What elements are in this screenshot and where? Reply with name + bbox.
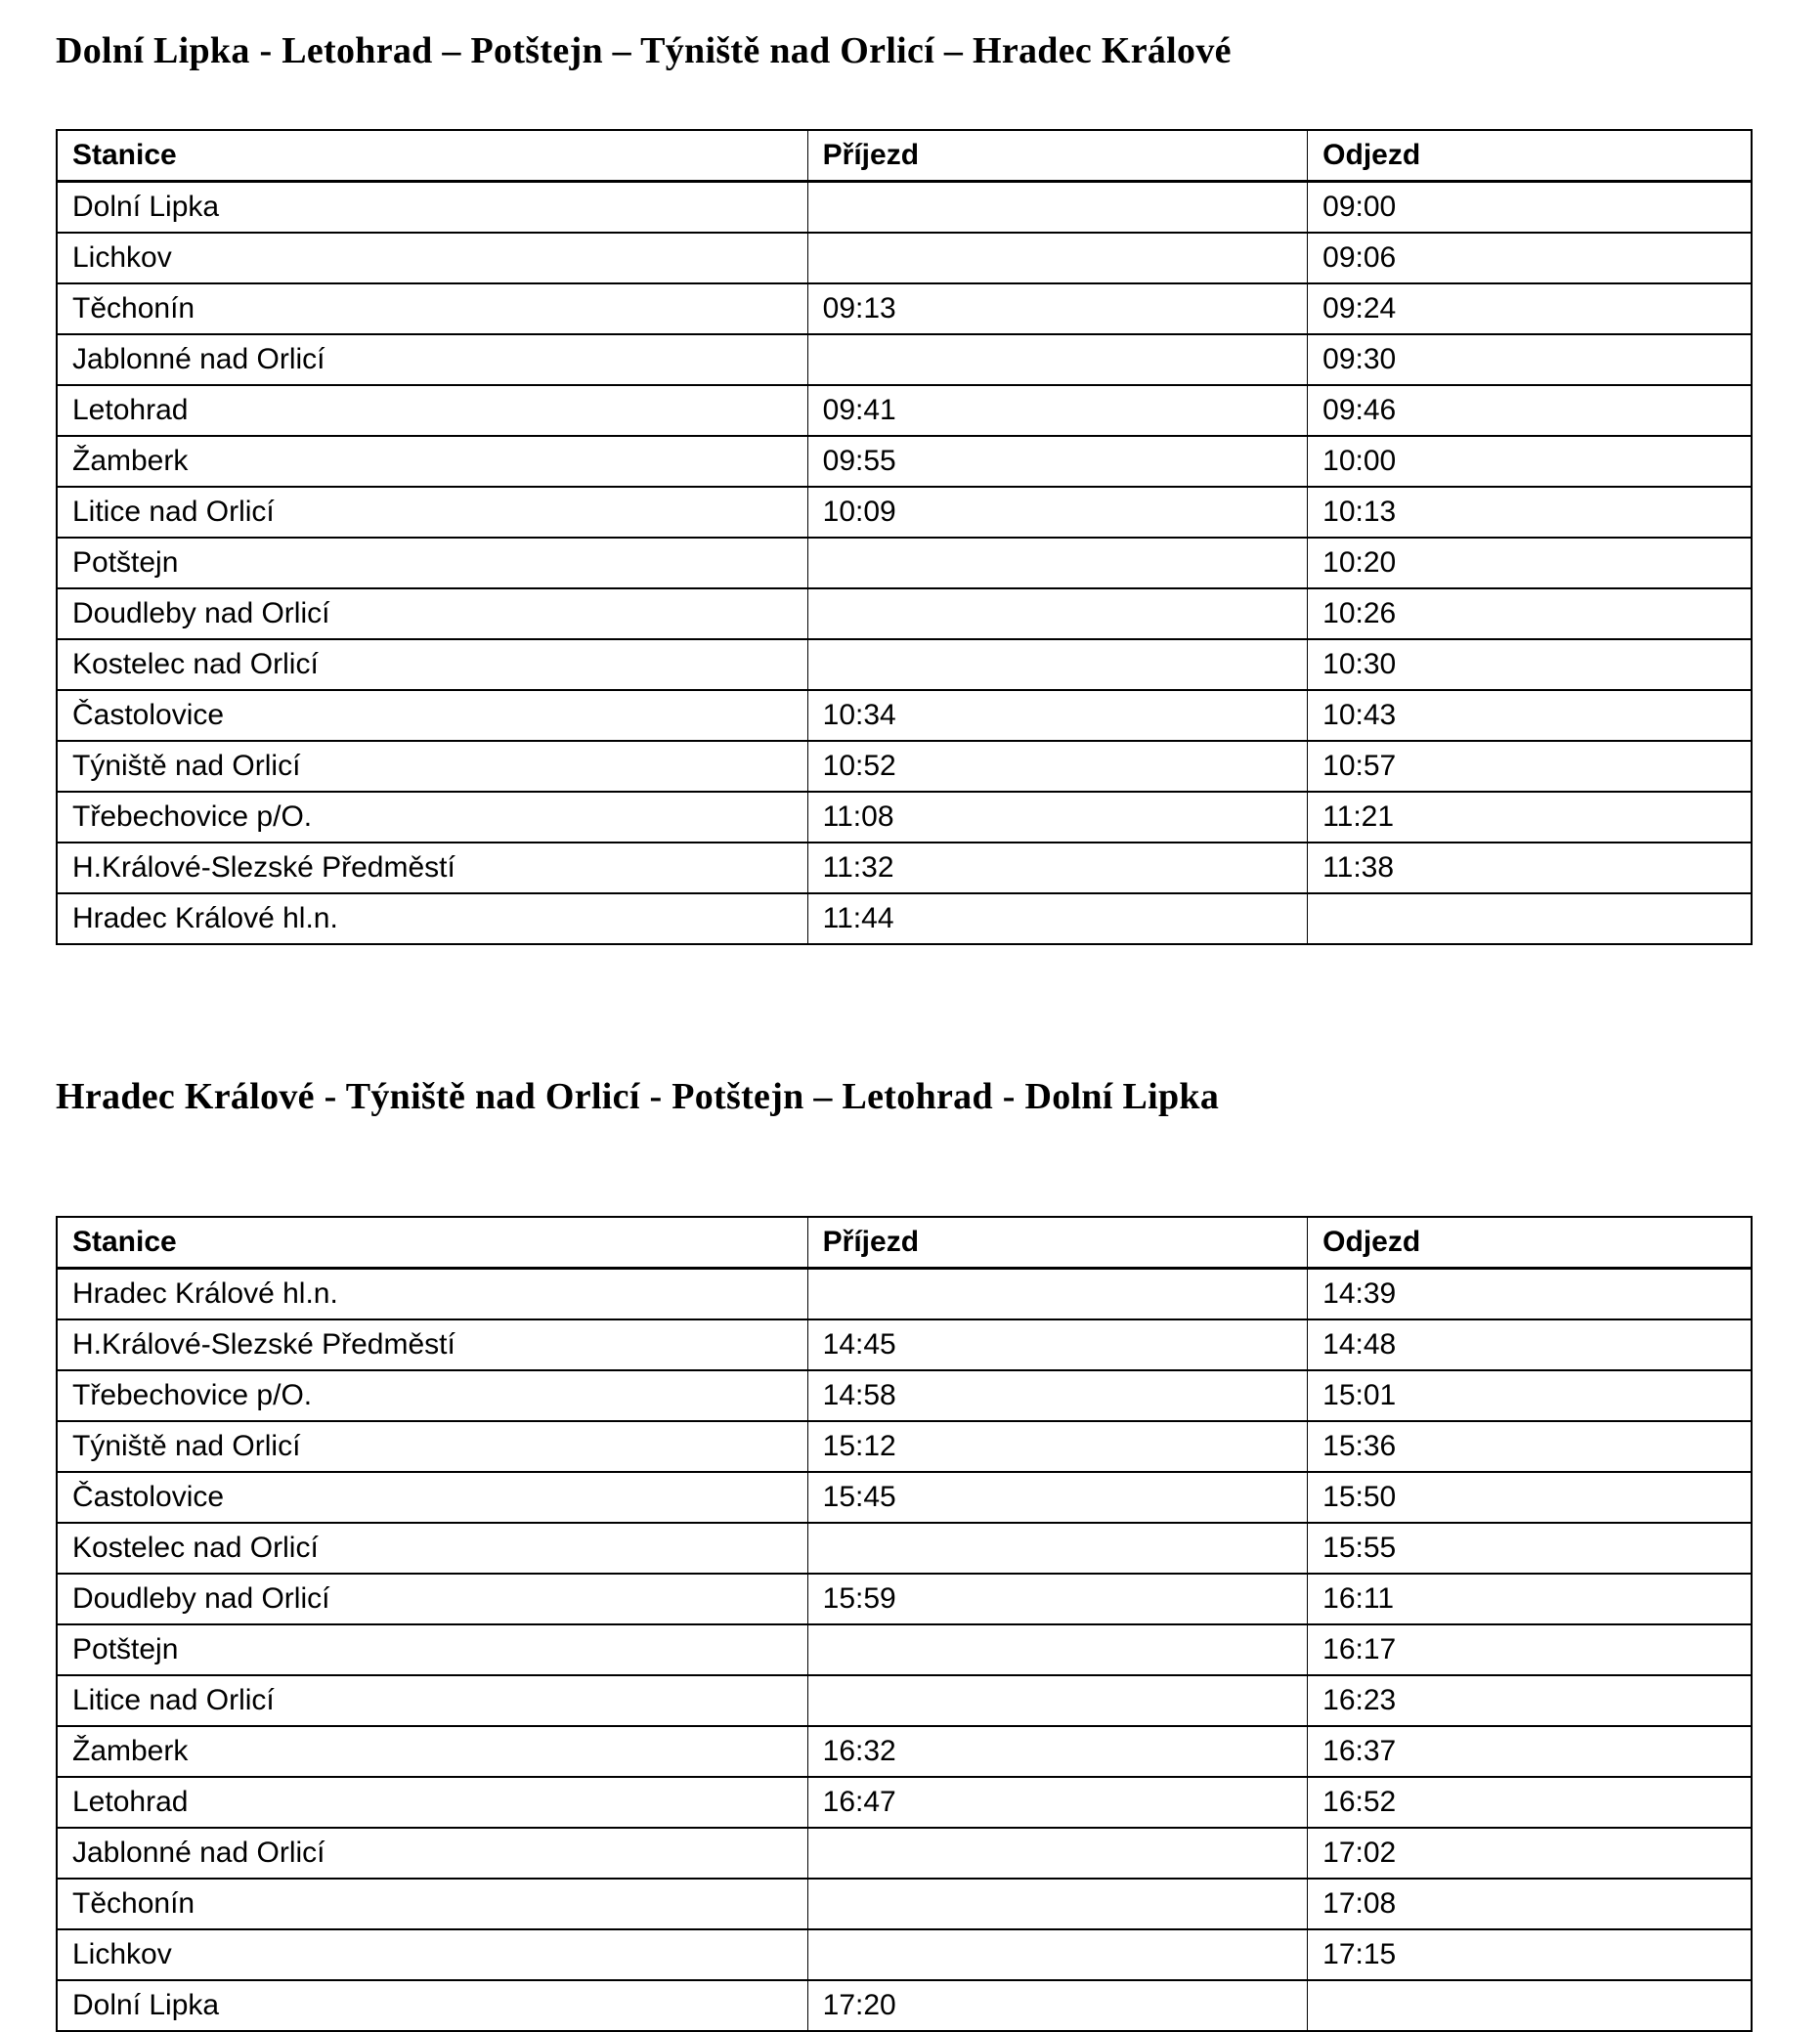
departure-cell: 09:46 [1308, 385, 1752, 436]
route-title-outbound: Dolní Lipka - Letohrad – Potštejn – Týniště nad Orlicí – Hradec Králové [56, 30, 1232, 71]
departure-cell: 15:36 [1308, 1421, 1752, 1472]
station-cell: Jablonné nad Orlicí [57, 334, 807, 385]
arrival-cell: 14:45 [807, 1319, 1308, 1370]
arrival-cell: 11:32 [807, 843, 1308, 893]
departure-cell: 16:23 [1308, 1675, 1752, 1726]
table-row [57, 1319, 1752, 1370]
station-cell: Žamberk [57, 1726, 807, 1777]
station-cell: Litice nad Orlicí [57, 487, 807, 538]
arrival-cell: 16:32 [807, 1726, 1308, 1777]
column-header-stanice: Stanice [57, 1217, 807, 1269]
table-row [57, 1828, 1752, 1879]
route-title-return: Hradec Králové - Týniště nad Orlicí - Potštejn – Letohrad - Dolní Lipka [56, 1076, 1220, 1117]
table-row [57, 538, 1752, 588]
departure-cell [1308, 893, 1752, 944]
departure-cell: 10:57 [1308, 741, 1752, 792]
table-row [57, 1777, 1752, 1828]
table-row [57, 588, 1752, 639]
arrival-cell: 09:41 [807, 385, 1308, 436]
station-cell: Hradec Králové hl.n. [57, 893, 807, 944]
table-row [57, 792, 1752, 843]
departure-cell: 16:17 [1308, 1624, 1752, 1675]
arrival-cell [807, 588, 1308, 639]
departure-cell: 16:37 [1308, 1726, 1752, 1777]
departure-cell: 15:50 [1308, 1472, 1752, 1523]
arrival-cell [807, 1269, 1308, 1320]
departure-cell: 09:06 [1308, 233, 1752, 283]
arrival-cell: 15:12 [807, 1421, 1308, 1472]
arrival-cell: 17:20 [807, 1980, 1308, 2031]
arrival-cell [807, 1624, 1308, 1675]
timetable-table-return [56, 1216, 1753, 2032]
timetable-body [57, 1269, 1752, 2032]
departure-cell: 09:00 [1308, 182, 1752, 234]
station-cell: Dolní Lipka [57, 1980, 807, 2031]
arrival-cell [807, 182, 1308, 234]
arrival-cell: 11:08 [807, 792, 1308, 843]
table-row [57, 1370, 1752, 1421]
station-cell: Žamberk [57, 436, 807, 487]
timetable-section-outbound [56, 29, 1820, 945]
arrival-cell [807, 639, 1308, 690]
station-cell: Třebechovice p/O. [57, 792, 807, 843]
column-header-prijezd: Příjezd [807, 130, 1308, 182]
departure-cell: 10:26 [1308, 588, 1752, 639]
departure-cell: 11:38 [1308, 843, 1752, 893]
column-header-prijezd: Příjezd [807, 1217, 1308, 1269]
departure-cell: 10:13 [1308, 487, 1752, 538]
station-cell: Těchonín [57, 1879, 807, 1929]
table-row [57, 893, 1752, 944]
table-row [57, 385, 1752, 436]
table-row [57, 1726, 1752, 1777]
arrival-cell [807, 1879, 1308, 1929]
column-header-odjezd: Odjezd [1308, 1217, 1752, 1269]
station-cell: Potštejn [57, 1624, 807, 1675]
arrival-cell [807, 1929, 1308, 1980]
station-cell: Letohrad [57, 1777, 807, 1828]
station-cell: Těchonín [57, 283, 807, 334]
arrival-cell: 15:59 [807, 1574, 1308, 1624]
station-cell: Doudleby nad Orlicí [57, 1574, 807, 1624]
arrival-cell [807, 1675, 1308, 1726]
arrival-cell: 09:13 [807, 283, 1308, 334]
table-row [57, 436, 1752, 487]
arrival-cell [807, 1828, 1308, 1879]
station-cell: Týniště nad Orlicí [57, 741, 807, 792]
table-row [57, 1574, 1752, 1624]
table-row [57, 843, 1752, 893]
table-row [57, 1675, 1752, 1726]
station-cell: Častolovice [57, 1472, 807, 1523]
table-row [57, 334, 1752, 385]
timetable-body [57, 182, 1752, 945]
departure-cell: 15:01 [1308, 1370, 1752, 1421]
arrival-cell: 10:52 [807, 741, 1308, 792]
departure-cell: 17:08 [1308, 1879, 1752, 1929]
table-row [57, 1980, 1752, 2031]
table-row [57, 1269, 1752, 1320]
station-cell: Hradec Králové hl.n. [57, 1269, 807, 1320]
departure-cell: 10:30 [1308, 639, 1752, 690]
table-row [57, 1879, 1752, 1929]
station-cell: H.Králové-Slezské Předměstí [57, 1319, 807, 1370]
arrival-cell: 16:47 [807, 1777, 1308, 1828]
station-cell: Třebechovice p/O. [57, 1370, 807, 1421]
station-cell: Kostelec nad Orlicí [57, 639, 807, 690]
station-cell: Lichkov [57, 1929, 807, 1980]
departure-cell [1308, 1980, 1752, 2031]
column-header-odjezd: Odjezd [1308, 130, 1752, 182]
table-row [57, 741, 1752, 792]
departure-cell: 17:02 [1308, 1828, 1752, 1879]
station-cell: Lichkov [57, 233, 807, 283]
departure-cell: 09:24 [1308, 283, 1752, 334]
column-header-stanice: Stanice [57, 130, 807, 182]
arrival-cell: 14:58 [807, 1370, 1308, 1421]
departure-cell: 14:39 [1308, 1269, 1752, 1320]
arrival-cell: 15:45 [807, 1472, 1308, 1523]
station-cell: Častolovice [57, 690, 807, 741]
departure-cell: 09:30 [1308, 334, 1752, 385]
table-row [57, 1624, 1752, 1675]
departure-cell: 15:55 [1308, 1523, 1752, 1574]
table-row [57, 1421, 1752, 1472]
arrival-cell [807, 538, 1308, 588]
station-cell: H.Králové-Slezské Předměstí [57, 843, 807, 893]
table-row [57, 1472, 1752, 1523]
departure-cell: 10:20 [1308, 538, 1752, 588]
header-row [57, 1217, 1752, 1269]
station-cell: Letohrad [57, 385, 807, 436]
station-cell: Jablonné nad Orlicí [57, 1828, 807, 1879]
departure-cell: 16:11 [1308, 1574, 1752, 1624]
station-cell: Litice nad Orlicí [57, 1675, 807, 1726]
timetable-section-return [56, 1075, 1820, 2032]
station-cell: Kostelec nad Orlicí [57, 1523, 807, 1574]
station-cell: Doudleby nad Orlicí [57, 588, 807, 639]
table-row [57, 487, 1752, 538]
departure-cell: 11:21 [1308, 792, 1752, 843]
table-row [57, 182, 1752, 234]
arrival-cell: 10:09 [807, 487, 1308, 538]
station-cell: Týniště nad Orlicí [57, 1421, 807, 1472]
arrival-cell: 09:55 [807, 436, 1308, 487]
departure-cell: 14:48 [1308, 1319, 1752, 1370]
arrival-cell [807, 1523, 1308, 1574]
arrival-cell [807, 334, 1308, 385]
table-row [57, 639, 1752, 690]
arrival-cell [807, 233, 1308, 283]
station-cell: Potštejn [57, 538, 807, 588]
arrival-cell: 11:44 [807, 893, 1308, 944]
table-row [57, 283, 1752, 334]
timetable-table-outbound [56, 129, 1753, 945]
header-row [57, 130, 1752, 182]
table-row [57, 1523, 1752, 1574]
table-row [57, 690, 1752, 741]
table-row [57, 1929, 1752, 1980]
departure-cell: 17:15 [1308, 1929, 1752, 1980]
departure-cell: 16:52 [1308, 1777, 1752, 1828]
arrival-cell: 10:34 [807, 690, 1308, 741]
station-cell: Dolní Lipka [57, 182, 807, 234]
departure-cell: 10:43 [1308, 690, 1752, 741]
departure-cell: 10:00 [1308, 436, 1752, 487]
table-row [57, 233, 1752, 283]
